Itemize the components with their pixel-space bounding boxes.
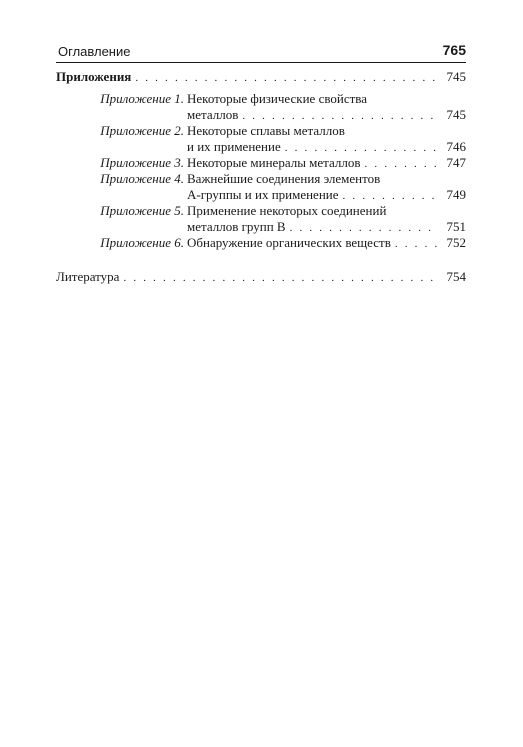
appendix-page: 745 [446,107,466,122]
appendix-page: 749 [446,187,466,202]
appendix-page: 747 [446,155,466,170]
appendix-label: Приложение 5. [100,203,184,218]
appendix-title-line: Важнейшие соединения элементов [187,171,381,186]
running-head-title: Оглавление [58,44,131,59]
running-head-page-number: 765 [442,42,466,58]
appendix-page: 746 [446,139,466,154]
appendix-page: 752 [446,235,466,250]
appendix-label: Приложение 3. [100,155,184,170]
appendix-label: Приложение 1. [100,91,184,106]
appendix-page: 751 [446,219,466,234]
appendix-title-line: Некоторые физические свойства [187,91,368,106]
appendix-title-line: А-группы и их применение [187,187,339,202]
dot-leader [365,158,438,171]
appendix-label: Приложение 4. [100,171,184,186]
section-page: 745 [446,69,466,84]
appendix-title-line: Некоторые минералы металлов [187,155,361,170]
toc-entry-appendix-5[interactable] [56,203,466,235]
appendix-title-line: и их применение [187,139,281,154]
toc-entry-appendix-4[interactable] [56,171,466,203]
toc-entry-appendix-6[interactable] [56,235,466,251]
toc-entry-section[interactable] [56,69,466,85]
dot-leader [123,272,438,285]
dot-leader [343,190,438,203]
appendix-title-line: металлов [187,107,239,122]
dot-leader [135,72,438,85]
literature-title: Литература [56,269,120,284]
appendix-title-line: металлов групп В [187,219,286,234]
dot-leader [242,110,438,123]
page-header [56,42,466,63]
dot-leader [395,238,438,251]
section-title: Приложения [56,69,132,84]
appendix-label: Приложение 6. [100,235,184,250]
dot-leader [290,222,438,235]
toc-entry-appendix-3[interactable] [56,155,466,171]
appendix-label: Приложение 2. [100,123,184,138]
appendix-title-line: Применение некоторых соединений [187,203,387,218]
appendix-title-line: Обнаружение органических веществ [187,235,391,250]
toc-entry-literature[interactable] [56,269,466,285]
toc-entry-appendix-1[interactable] [56,91,466,123]
literature-page: 754 [446,269,466,284]
table-of-contents [56,69,466,285]
dot-leader [285,142,438,155]
appendix-title-line: Некоторые сплавы металлов [187,123,345,138]
toc-entry-appendix-2[interactable] [56,123,466,155]
